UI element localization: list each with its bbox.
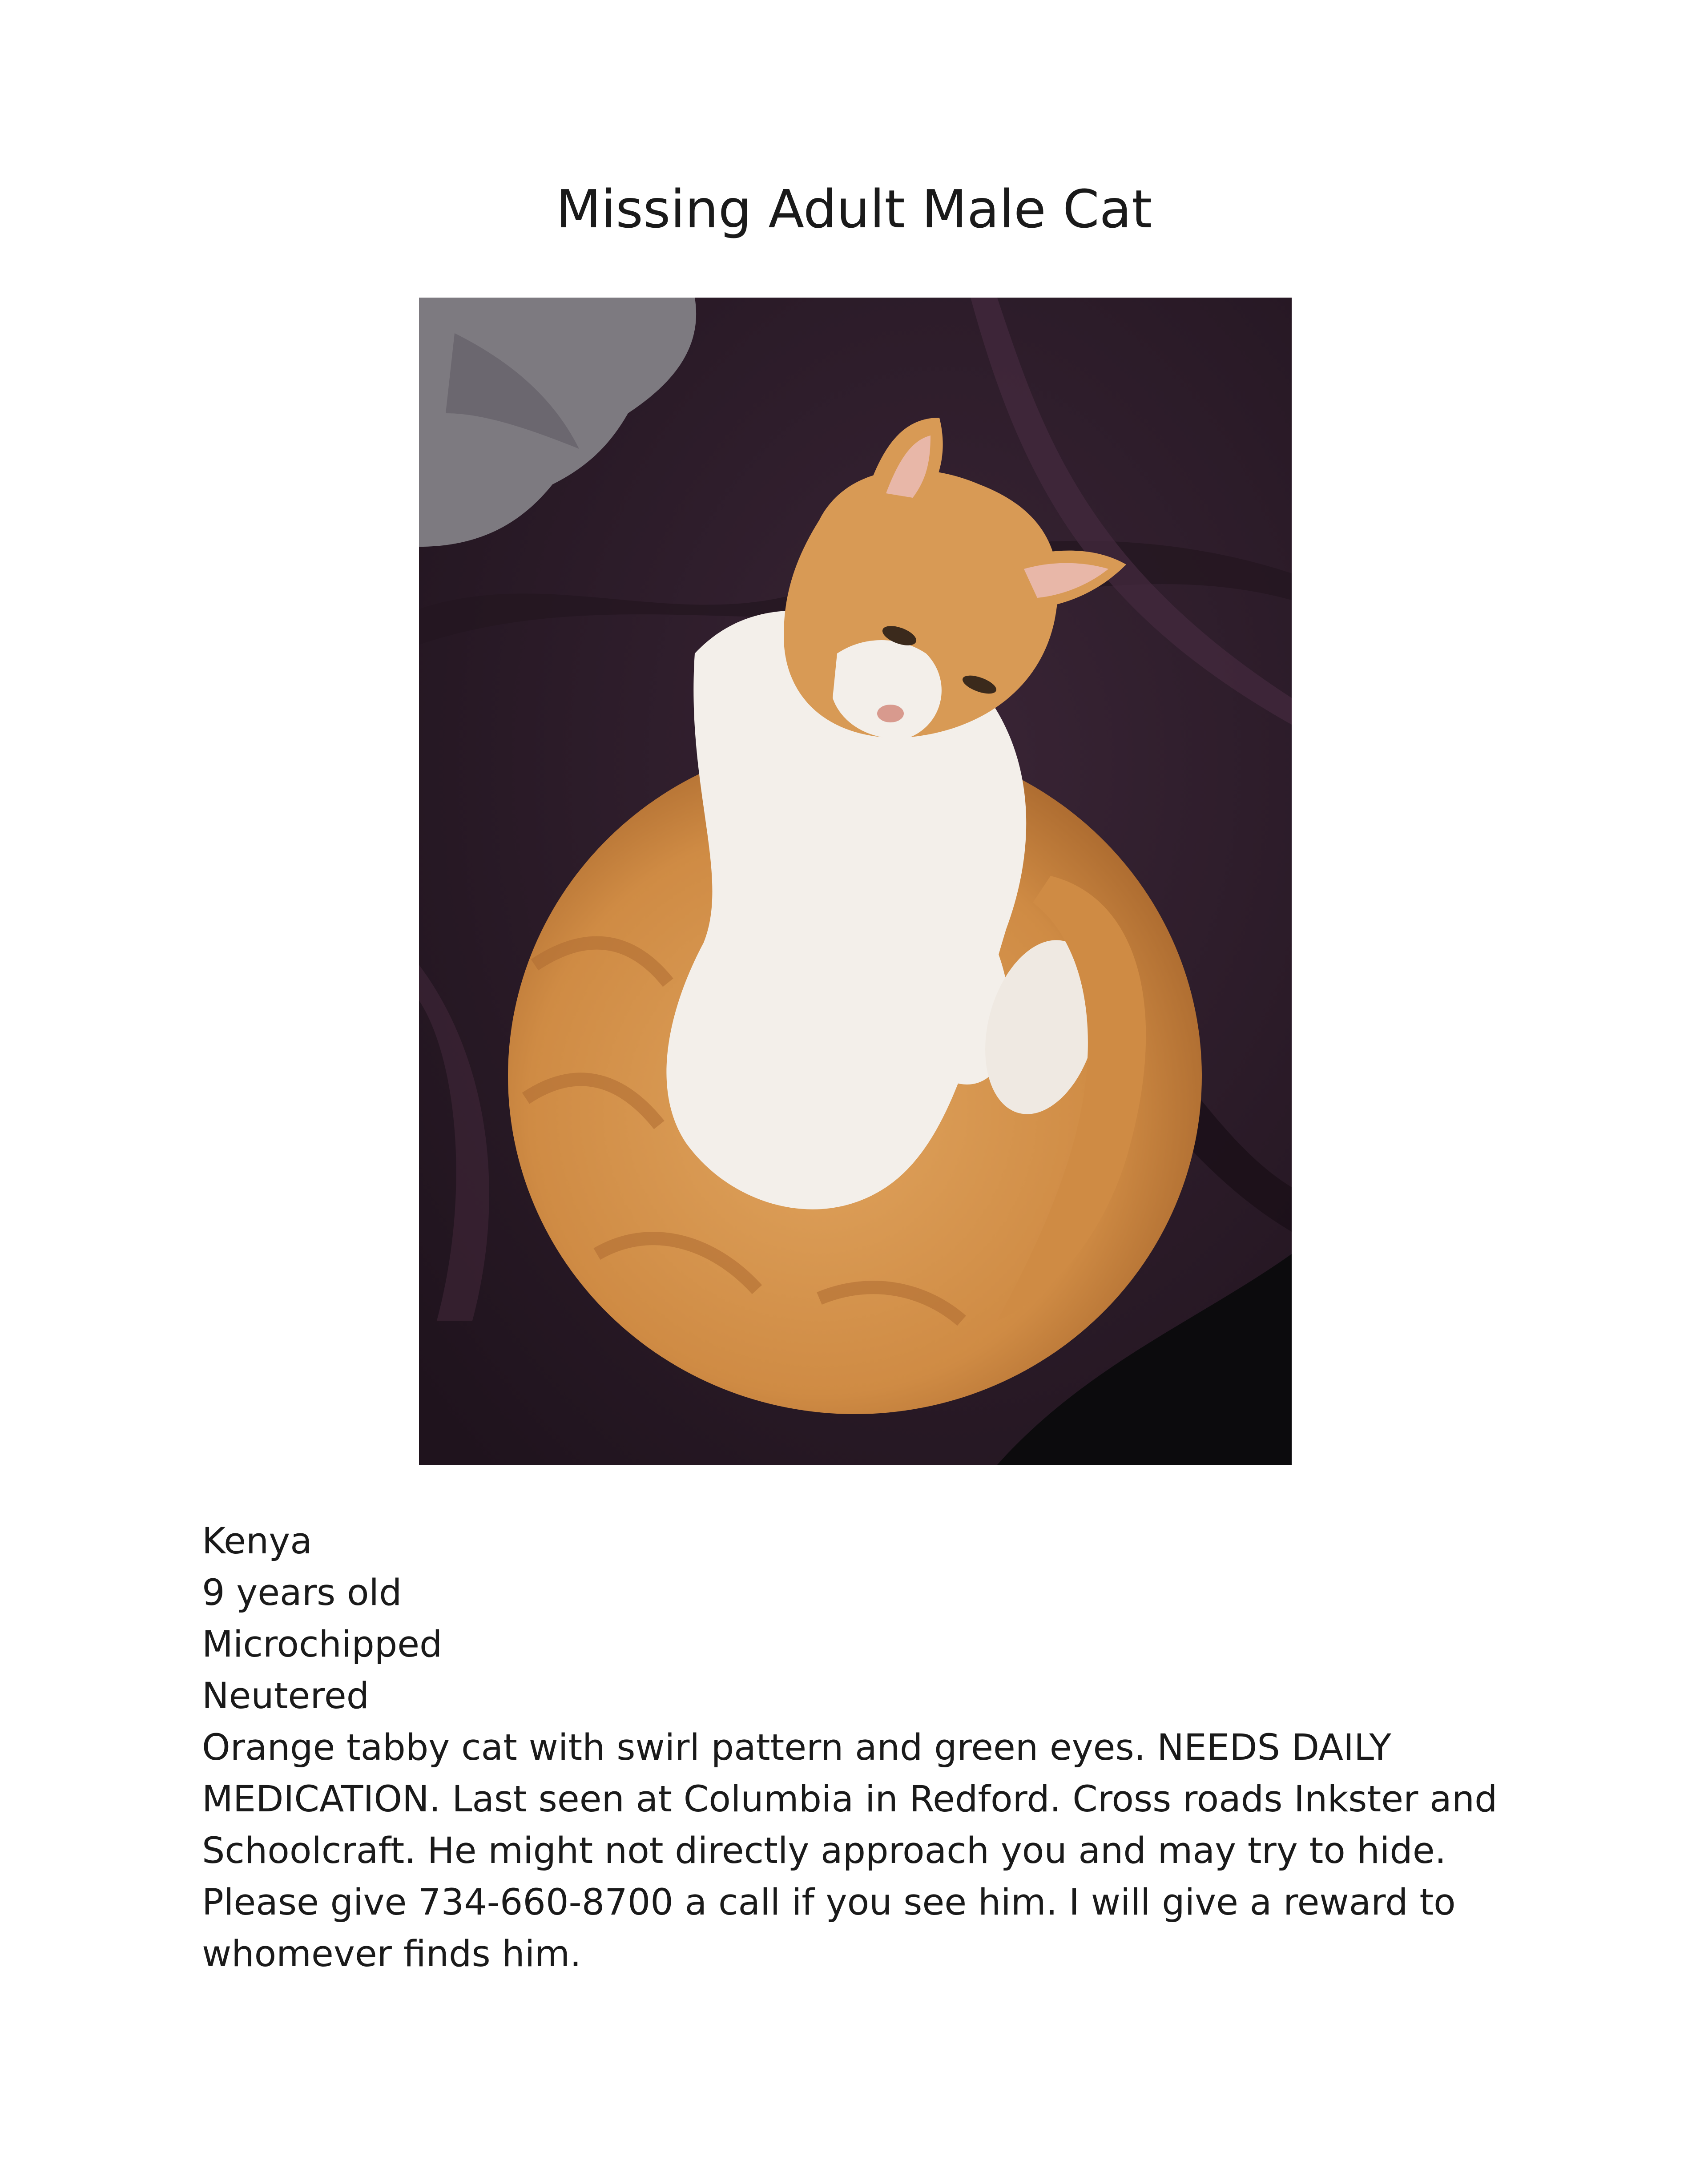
cat-microchip-status: Microchipped	[202, 1624, 443, 1665]
cat-details	[202, 1516, 1514, 1980]
cat-nose	[877, 705, 904, 722]
cat-photo-illustration	[419, 298, 1292, 1465]
cat-neuter-status: Neutered	[202, 1675, 370, 1717]
cat-description: Orange tabby cat with swirl pattern and green eyes. NEEDS DAILY MEDICATION. Last seen at Columbia in Redford. Cross roads Inkster and Schoolcraft. He might not directly approach you and may try to hide. Please give 734-660-8700 a call if you see him. I will give a reward to whomever finds him.	[202, 1727, 1498, 1975]
cat-name: Kenya	[202, 1520, 312, 1562]
cat-photo	[419, 298, 1292, 1465]
cat-age: 9 years old	[202, 1572, 402, 1614]
flyer-title: Missing Adult Male Cat	[556, 178, 1152, 240]
